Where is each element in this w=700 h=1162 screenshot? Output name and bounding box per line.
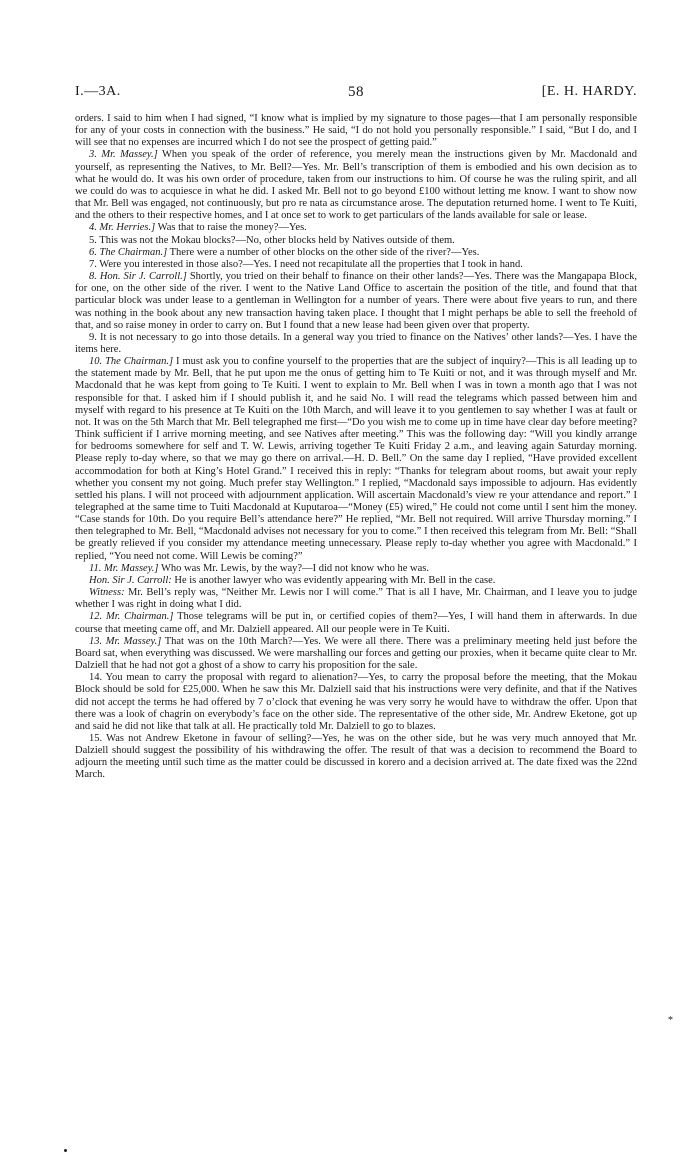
page-number: 58 bbox=[348, 84, 364, 100]
speaker-label: Witness: bbox=[89, 587, 125, 599]
paragraph bbox=[75, 733, 637, 782]
paragraph-text: 9. It is not necessary to go into those details. In a general way you tried to finance on the Natives’ other lands?—Yes. I have the items here. bbox=[75, 331, 637, 355]
paragraph bbox=[75, 332, 637, 356]
paragraph-text: Those telegrams will be put in, or certified copies of them?—Yes, I will hand them in afterwards. In due course that meeting came off, and Mr. Dalziell appeared. All our people were in Te Kuiti. bbox=[75, 611, 637, 635]
paragraph bbox=[75, 636, 637, 672]
paragraph bbox=[75, 575, 637, 587]
paragraph-text: 7. Were you interested in those also?—Yes. I need not recapitulate all the properties that I took in hand. bbox=[89, 258, 523, 270]
stray-dot bbox=[64, 1149, 67, 1152]
paragraph-text: He is another lawyer who was evidently appearing with Mr. Bell in the case. bbox=[171, 574, 496, 586]
document-body bbox=[75, 113, 637, 782]
paragraph-text: I must ask you to confine yourself to the properties that are the subject of inquiry?—This is all leading up to the statement made by Mr. Bell, that he put upon me the onus of getting him to Te Kuiti or not, and it was through myself and Mr. Macdonald that he was kept from going to Te Kuiti. I went to explain to Mr. Bell when I was in town a month ago that I was not responsible for that. I asked him if I should publish it, and he said No. I will read the telegrams which passed between him and myself with regard to his presence at Te Kuiti on the 10th March, and will leave it to you gentlemen to say whether I was at fault or not. It was on the 5th March that Mr. Bell telegraphed me first—“Do you wish me to come up in time have clear day before meeting? Think sufficient if I arrive morning meeting, and see Natives after meeting.” This was the following day: “Will you kindly arrange for bedrooms somewhere for self and T. W. Lewis, arriving together Te Kuiti Friday 2 a.m., and leaving again Saturday morning. Please reply to-day where, so that we may go there on arrival.—H. D. Bell.” On the same day I replied, “Have provided excellent accommodation for both at King’s Hotel Grand.” I received this in reply: “Thanks for telegram about rooms, but await your reply whether you consent my not going. Much prefer stay Wellington.” I replied, “Macdonald says impossible to adjourn. Has evidently settled his plans. I will not proceed with adjournment application. Will ascertain Macdonald’s view re your attendance and report.” I telegraphed at the same time to Tuiti Macdonald at Kuputaroa—“Money (£5) wired,” He could not come until I sent him the money. “Case stands for 10th. Do you require Bell’s attendance here?” He replied, “Mr. Bell not required. Will arrive Thursday morning.” I then telegraphed to Mr. Bell, “Macdonald advises not necessary for you to come.” I then received this telegram from Mr. Bell: “Shall be greatly relieved if you consider my attendance meeting unnecessary. Please reply to-day whether you agree with Macdonald.” I replied, “You need not come. Will Lewis be coming?” bbox=[75, 356, 637, 562]
paragraph bbox=[75, 149, 637, 222]
speaker-label: 13. Mr. Massey.] bbox=[89, 635, 162, 647]
paragraph-text: Who was Mr. Lewis, by the way?—I did not know who he was. bbox=[158, 562, 429, 574]
paragraph-text: 15. Was not Andrew Eketone in favour of selling?—Yes, he was on the other side, but he was very much annoyed that Mr. Dalziell should suggest the possibility of his withdrawing the offer. The result of that was a decision to recommend the Board to adjourn the meeting until such time as the matter could be discussed in korero and a decision arrived at. The date fixed was the 22nd March. bbox=[75, 732, 637, 781]
paragraph-text: 5. This was not the Mokau blocks?—No, other blocks held by Natives outside of them. bbox=[89, 234, 455, 246]
speaker-label: 6. The Chairman.] bbox=[89, 246, 168, 258]
speaker-label: 8. Hon. Sir J. Carroll.] bbox=[89, 271, 187, 283]
paragraph bbox=[75, 271, 637, 332]
paragraph bbox=[75, 356, 637, 563]
speaker-label: Hon. Sir J. Carroll: bbox=[89, 574, 172, 586]
paragraph bbox=[75, 672, 637, 733]
witness-name: [E. H. HARDY. bbox=[541, 84, 637, 99]
page-header bbox=[75, 84, 637, 104]
paragraph-text: Was that to raise the money?—Yes. bbox=[155, 222, 307, 234]
paragraph bbox=[75, 247, 637, 259]
paragraph bbox=[75, 611, 637, 635]
paragraph-text: When you speak of the order of reference, you merely mean the instructions given by Mr. Macdonald and yourself, as representing the Natives, to Mr. Bell?—Yes. Mr. Bell’s transcription of them is embodied and his own decision as to what he would do. It was his own order of procedure, taken from our instructions to him. Of course he was the ruling spirit, and all we could do was to acquiesce in what he did. I asked Mr. Bell not to go beyond £100 without letting me know. I want to show now that Mr. Bell was engaged, not continuously, but pro re nata as circumstance arose. The deputation returned home. I went to Te Kuiti, and the others to their respective homes, and I at once set to work to get particulars of the lands available for sale or lease. bbox=[75, 149, 637, 222]
speaker-label: 12. Mr. Chairman.] bbox=[89, 611, 174, 623]
paragraph bbox=[75, 235, 637, 247]
paragraph bbox=[75, 222, 637, 234]
paragraph-text: Mr. Bell’s reply was, “Neither Mr. Lewis nor I will come.” That is all I have, Mr. Chairman, and I leave you to judge whether I was right in doing what I did. bbox=[75, 587, 637, 611]
document-reference: I.—3A. bbox=[75, 84, 121, 99]
paragraph-text: 14. You mean to carry the proposal with regard to alienation?—Yes, to carry the proposal before the meeting, that the Mokau Block should be sold for £25,000. When he saw this Mr. Dalziell said that his instructions were very definite, and that if the Natives did not accept the terms he had offered by 7 o’clock that evening he was very sorry he would have to withdraw the offer. Upon that there was a look of chagrin on everybody’s face on the other side. The representative of the other side, Mr. Andrew Eketone, got up and said he did not like that talk at all. He practically told Mr. Dalziell to go to blazes. bbox=[75, 672, 637, 732]
speaker-label: 11. Mr. Massey.] bbox=[89, 562, 159, 574]
paragraph-text: That was on the 10th March?—Yes. We were all there. There was a preliminary meeting held just before the Board sat, when everything was discussed. We were marshalling our forces and getting our proxies, when it became quite clear to Mr. Dalziell that he had not got a ghost of a show to carry his proposition for the sale. bbox=[75, 635, 638, 672]
paragraph bbox=[75, 259, 637, 271]
paragraph-text: There were a number of other blocks on the other side of the river?—Yes. bbox=[167, 246, 480, 258]
paragraph-text: orders. I said to him when I had signed, “I know what is implied by my signature to those pages—that I am personally responsible for any of your costs in connection with the business.” He said, “I do not hold you personally responsible.” I said, “But I do, and I will see that no expenses are incurred which I do not see the prospect of getting paid.” bbox=[75, 113, 637, 149]
paragraph bbox=[75, 113, 637, 149]
paragraph bbox=[75, 563, 637, 575]
speaker-label: 3. Mr. Massey.] bbox=[89, 149, 158, 161]
paragraph-text: Shortly, you tried on their behalf to finance on their other lands?—Yes. There was the Mangapapa Block, for one, on the other side of the river. I went to the Native Land Office to ascertain the position of the title, and found that that particular block was under lease to a gentleman in Wellington for a number of years. There were about five years to run, and there was nothing in the book about any new transaction having taken place. I thought that I might perhaps be able to sell the freehold of that, and so raise money in order to carry on. But I found that a new lease had been given over that property. bbox=[75, 271, 637, 331]
paragraph bbox=[75, 587, 637, 611]
speaker-label: 10. The Chairman.] bbox=[89, 356, 174, 368]
speaker-label: 4. Mr. Herries.] bbox=[89, 222, 156, 234]
margin-mark: * bbox=[668, 1015, 673, 1026]
